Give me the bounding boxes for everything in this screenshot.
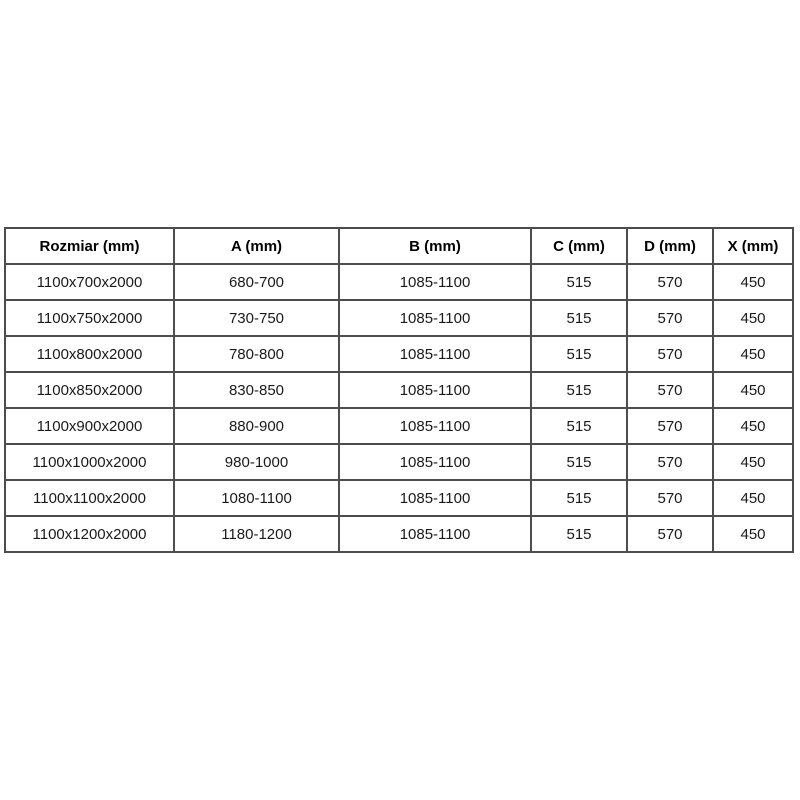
cell-a: 680-700 bbox=[174, 264, 339, 300]
cell-d: 570 bbox=[627, 408, 713, 444]
cell-rozmiar: 1100x700x2000 bbox=[5, 264, 174, 300]
cell-c: 515 bbox=[531, 408, 627, 444]
cell-x: 450 bbox=[713, 408, 793, 444]
cell-x: 450 bbox=[713, 372, 793, 408]
cell-rozmiar: 1100x1000x2000 bbox=[5, 444, 174, 480]
table-row bbox=[5, 264, 793, 300]
cell-d: 570 bbox=[627, 444, 713, 480]
cell-c: 515 bbox=[531, 336, 627, 372]
column-header-c: C (mm) bbox=[531, 228, 627, 264]
cell-a: 980-1000 bbox=[174, 444, 339, 480]
cell-c: 515 bbox=[531, 480, 627, 516]
cell-b: 1085-1100 bbox=[339, 444, 531, 480]
cell-rozmiar: 1100x800x2000 bbox=[5, 336, 174, 372]
cell-a: 830-850 bbox=[174, 372, 339, 408]
cell-d: 570 bbox=[627, 336, 713, 372]
cell-b: 1085-1100 bbox=[339, 264, 531, 300]
table-row bbox=[5, 336, 793, 372]
cell-x: 450 bbox=[713, 300, 793, 336]
cell-a: 730-750 bbox=[174, 300, 339, 336]
cell-a: 880-900 bbox=[174, 408, 339, 444]
cell-b: 1085-1100 bbox=[339, 372, 531, 408]
column-header-rozmiar: Rozmiar (mm) bbox=[5, 228, 174, 264]
column-header-d: D (mm) bbox=[627, 228, 713, 264]
cell-c: 515 bbox=[531, 372, 627, 408]
table-row bbox=[5, 516, 793, 552]
cell-c: 515 bbox=[531, 516, 627, 552]
cell-b: 1085-1100 bbox=[339, 480, 531, 516]
cell-d: 570 bbox=[627, 516, 713, 552]
cell-c: 515 bbox=[531, 300, 627, 336]
cell-d: 570 bbox=[627, 300, 713, 336]
cell-d: 570 bbox=[627, 372, 713, 408]
cell-c: 515 bbox=[531, 264, 627, 300]
table-row bbox=[5, 480, 793, 516]
table-row bbox=[5, 372, 793, 408]
cell-rozmiar: 1100x750x2000 bbox=[5, 300, 174, 336]
dimensions-table-container bbox=[4, 227, 792, 553]
cell-d: 570 bbox=[627, 480, 713, 516]
cell-a: 1180-1200 bbox=[174, 516, 339, 552]
cell-rozmiar: 1100x850x2000 bbox=[5, 372, 174, 408]
dimensions-table bbox=[4, 227, 794, 553]
cell-x: 450 bbox=[713, 264, 793, 300]
cell-b: 1085-1100 bbox=[339, 300, 531, 336]
cell-d: 570 bbox=[627, 264, 713, 300]
table-row bbox=[5, 300, 793, 336]
cell-x: 450 bbox=[713, 444, 793, 480]
cell-b: 1085-1100 bbox=[339, 408, 531, 444]
cell-x: 450 bbox=[713, 480, 793, 516]
column-header-a: A (mm) bbox=[174, 228, 339, 264]
cell-a: 780-800 bbox=[174, 336, 339, 372]
column-header-b: B (mm) bbox=[339, 228, 531, 264]
table-row bbox=[5, 408, 793, 444]
cell-b: 1085-1100 bbox=[339, 516, 531, 552]
cell-a: 1080-1100 bbox=[174, 480, 339, 516]
table-row bbox=[5, 444, 793, 480]
column-header-x: X (mm) bbox=[713, 228, 793, 264]
header-row bbox=[5, 228, 793, 264]
cell-c: 515 bbox=[531, 444, 627, 480]
cell-b: 1085-1100 bbox=[339, 336, 531, 372]
cell-x: 450 bbox=[713, 516, 793, 552]
cell-x: 450 bbox=[713, 336, 793, 372]
cell-rozmiar: 1100x1100x2000 bbox=[5, 480, 174, 516]
cell-rozmiar: 1100x1200x2000 bbox=[5, 516, 174, 552]
cell-rozmiar: 1100x900x2000 bbox=[5, 408, 174, 444]
